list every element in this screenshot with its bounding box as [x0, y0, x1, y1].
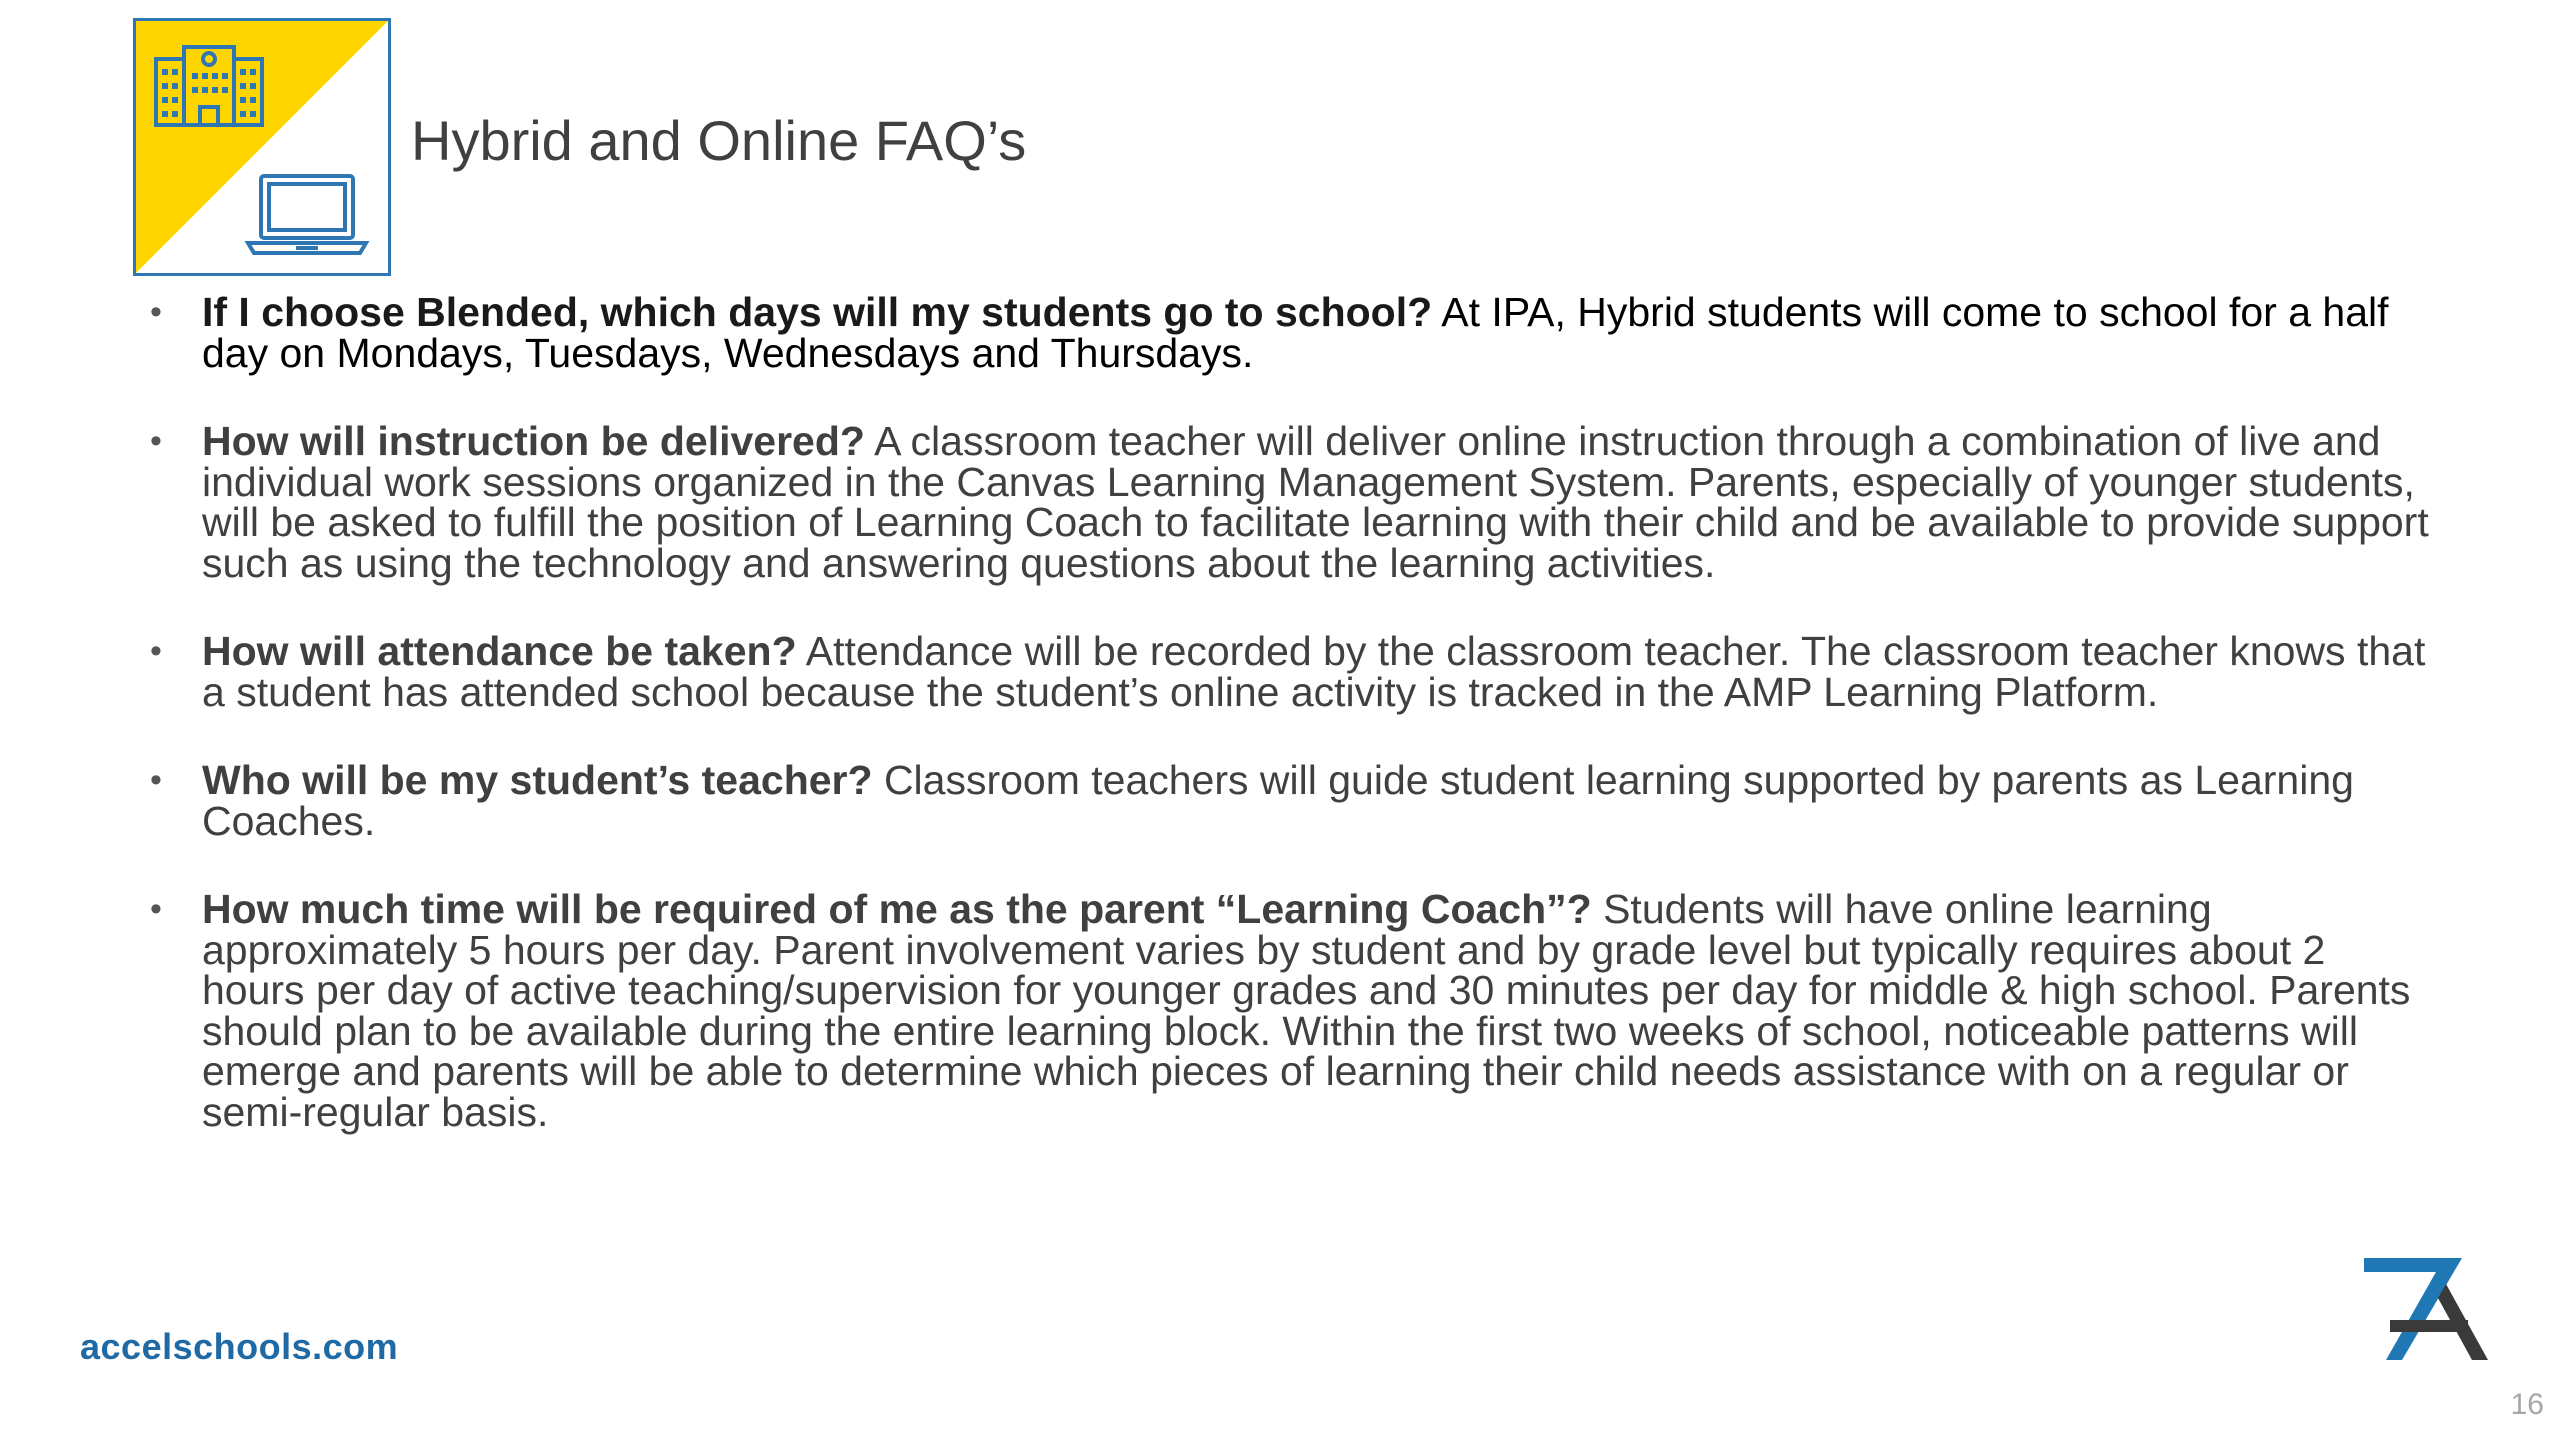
faq-item-attendance — [150, 628, 2430, 715]
slide-title: Hybrid and Online FAQ’s — [411, 109, 1027, 172]
footer-url: accelschools.com — [80, 1326, 399, 1367]
school-laptop-icon-graphic — [136, 21, 388, 273]
faq-item-blended-days — [150, 289, 2430, 376]
faq-answer: At IPA, Hybrid students will come to school for a half day on Mondays, Tuesdays, Wednesdays and Thursdays. — [202, 289, 2389, 376]
faq-question: How will attendance be taken? — [202, 628, 797, 674]
page-number: 16 — [2510, 1388, 2544, 1421]
faq-question: How much time will be required of me as the parent “Learning Coach”? — [202, 886, 1592, 932]
bullet: • — [150, 890, 162, 928]
faq-answer: Classroom teachers will guide student learning supported by parents as Learning Coaches. — [202, 757, 2354, 844]
faq-question: Who will be my student’s teacher? — [202, 757, 873, 803]
faq-answer: Attendance will be recorded by the classroom teacher. The classroom teacher knows that a student has attended school because the student’s online activity is tracked in the AMP Learning Platform. — [202, 628, 2426, 715]
bullet: • — [150, 632, 162, 670]
bullet: • — [150, 422, 162, 460]
bullet: • — [150, 293, 162, 331]
faq-question: How will instruction be delivered? — [202, 418, 865, 464]
faq-item-teacher — [150, 757, 2430, 844]
faq-answer: Students will have online learning approximately 5 hours per day. Parent involvement varies by student and by grade level but typically requires about 2 hours per day of active teaching/supervision for younger grades and 30 minutes per day for middle & high school. Parents should plan to be available during the entire learning block. Within the first two weeks of school, noticeable patterns will emerge and parents will be able to determine which pieces of learning their child needs assistance with on a regular or semi-regular basis. — [202, 886, 2411, 1135]
faq-item-learning-coach-time — [150, 886, 2430, 1135]
faq-answer: A classroom teacher will deliver online instruction through a combination of live and individual work sessions organized in the Canvas Learning Management System. Parents, especially of younger students, will be asked to fulfill the position of Learning Coach to facilitate learning with their child and be available to provide support such as using the technology and answering questions about the learning activities. — [202, 418, 2429, 586]
faq-question: If I choose Blended, which days will my students go to school? — [202, 289, 1433, 335]
faq-list — [150, 289, 2430, 1180]
accel-logo-icon — [2350, 1250, 2490, 1370]
school-laptop-icon — [133, 18, 391, 276]
bullet: • — [150, 761, 162, 799]
faq-item-instruction — [150, 418, 2430, 586]
